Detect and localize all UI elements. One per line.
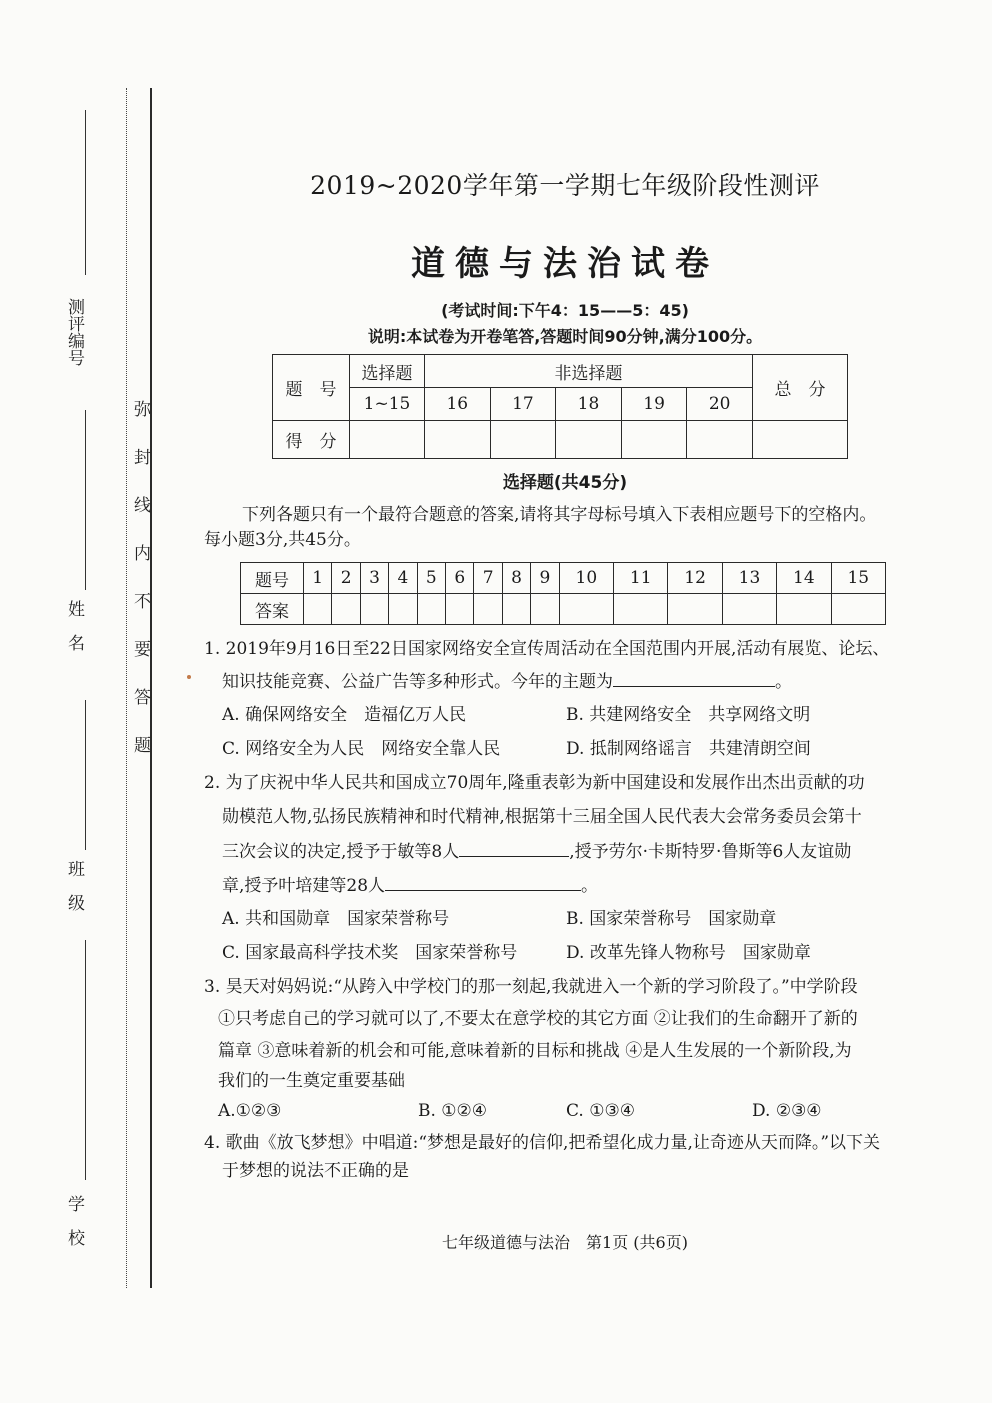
q1-option-b[interactable]: B. 共建网络安全 共享网络文明	[566, 705, 811, 725]
q4-stem-line2: 于梦想的说法不正确的是	[222, 1161, 409, 1181]
answer-cell[interactable]	[777, 594, 831, 625]
q3-option-b[interactable]: B. ①②④	[418, 1101, 488, 1121]
answer-col-number: 3	[360, 563, 388, 594]
score-cell[interactable]	[753, 421, 848, 459]
choice-range: 1~15	[350, 388, 425, 421]
answer-col-number: 4	[389, 563, 417, 594]
score-cell[interactable]	[556, 421, 622, 459]
answer-col-number: 8	[502, 563, 530, 594]
q3-option-d[interactable]: D. ②③④	[752, 1101, 822, 1121]
q2-option-a[interactable]: A. 共和国勋章 国家荣誉称号	[222, 909, 450, 929]
q1-stem-line2: 知识技能竞赛、公益广告等多种形式。今年的主题为 。	[222, 668, 792, 696]
score-cell[interactable]	[425, 421, 491, 459]
answer-cell[interactable]	[332, 594, 360, 625]
answer-table	[240, 562, 886, 625]
q2-stem-line1: 2. 为了庆祝中华人民共和国成立70周年,隆重表彰为新中国建设和发展作出杰出贡献的功	[204, 773, 865, 793]
q3-stem-line1: 3. 昊天对妈妈说:“从跨入中学校门的那一刻起,我就进入一个新的学习阶段了。”中学阶段	[204, 977, 858, 997]
q1-option-c[interactable]: C. 网络安全为人民 网络安全靠人民	[222, 739, 501, 759]
q3-option-a[interactable]: A.①②③	[218, 1101, 282, 1121]
answer-col-number: 12	[668, 563, 722, 594]
q1-option-d[interactable]: D. 抵制网络谣言 共建清朗空间	[566, 739, 811, 759]
q2-option-d[interactable]: D. 改革先锋人物称号 国家勋章	[566, 943, 811, 963]
score-cell[interactable]	[621, 421, 687, 459]
answer-col-number: 13	[722, 563, 776, 594]
score-cell[interactable]	[350, 421, 425, 459]
answer-cell[interactable]	[614, 594, 668, 625]
margin-label-name: 姓 名	[64, 600, 84, 651]
answer-cell[interactable]	[446, 594, 474, 625]
answer-col-number: 7	[474, 563, 502, 594]
q2-stem-line3: 三次会议的决定,授予于敏等8人 ,授予劳尔·卡斯特罗·鲁斯等6人友谊勋	[222, 838, 851, 866]
score-col-number: 16	[425, 388, 491, 421]
section-title: 选择题(共45分)	[502, 473, 628, 493]
q3-stem-line2: ①只考虑自己的学习就可以了,不要太在意学校的其它方面 ②让我们的生命翻开了新的	[218, 1009, 858, 1029]
answer-cell[interactable]	[304, 594, 332, 625]
answer-cell[interactable]	[831, 594, 885, 625]
exam-instructions: 说明:本试卷为开卷笔答,答题时间90分钟,满分100分。	[367, 327, 763, 346]
subject-title: 道德与法治试卷	[411, 244, 719, 284]
margin-line-name	[85, 410, 86, 590]
total-header: 总 分	[753, 355, 848, 421]
margin-line-school	[85, 940, 86, 1180]
q2-option-c[interactable]: C. 国家最高科学技术奖 国家荣誉称号	[222, 943, 518, 963]
section-intro-line2: 每小题3分,共45分。	[204, 530, 361, 550]
nonchoice-header: 非选择题	[425, 355, 753, 388]
answer-col-number: 2	[332, 563, 360, 594]
answer-col-number: 5	[417, 563, 445, 594]
score-col-number: 17	[490, 388, 556, 421]
exam-title: 2019~2020学年第一学期七年级阶段性测评	[310, 171, 820, 200]
answer-cell[interactable]	[531, 594, 559, 625]
q2-stem-line4: 章,授予叶培建等28人 。	[222, 872, 598, 900]
answer-cell[interactable]	[668, 594, 722, 625]
q1-option-a[interactable]: A. 确保网络安全 造福亿万人民	[222, 705, 467, 725]
answer-cell[interactable]	[502, 594, 530, 625]
margin-line-class	[85, 700, 86, 850]
q2-option-b[interactable]: B. 国家荣誉称号 国家勋章	[566, 909, 777, 929]
answer-cell[interactable]	[474, 594, 502, 625]
q2-blank-1[interactable]	[459, 838, 569, 857]
margin-label-exam-id: 测评编号	[64, 298, 84, 366]
answer-cell[interactable]	[559, 594, 613, 625]
q2-blank-2[interactable]	[385, 872, 581, 891]
q4-stem-line1: 4. 歌曲《放飞梦想》中唱道:“梦想是最好的信仰,把希望化成力量,让奇迹从天而降。”以下关	[204, 1133, 881, 1153]
q3-stem-line4: 我们的一生奠定重要基础	[218, 1071, 405, 1091]
score-col-number: 20	[687, 388, 753, 421]
choice-header: 选择题	[350, 355, 425, 388]
score-table	[272, 354, 848, 459]
answer-cell[interactable]	[360, 594, 388, 625]
margin-label-class: 班 级	[64, 860, 84, 911]
answer-label: 答案	[241, 594, 304, 625]
answer-col-number: 6	[446, 563, 474, 594]
score-label: 得 分	[273, 421, 350, 459]
answer-cell[interactable]	[417, 594, 445, 625]
score-cell[interactable]	[490, 421, 556, 459]
section-intro-line1: 下列各题只有一个最符合题意的答案,请将其字母标号填入下表相应题号下的空格内。	[242, 505, 877, 525]
margin-label-school: 学 校	[64, 1195, 84, 1246]
scan-mark	[187, 675, 191, 679]
answer-cell[interactable]	[389, 594, 417, 625]
seal-notice: 弥封线内不要答题	[130, 400, 150, 784]
answer-col-number: 15	[831, 563, 885, 594]
page-footer: 七年级道德与法治 第1页 (共6页)	[442, 1233, 688, 1252]
answer-col-number: 10	[559, 563, 613, 594]
q3-option-c[interactable]: C. ①③④	[566, 1101, 635, 1121]
score-cell[interactable]	[687, 421, 753, 459]
q3-stem-line3: 篇章 ③意味着新的机会和可能,意味着新的目标和挑战 ④是人生发展的一个新阶段,为	[218, 1041, 852, 1061]
q2-stem-line2: 勋模范人物,弘扬民族精神和时代精神,根据第十三届全国人民代表大会常务委员会第十	[222, 807, 862, 827]
score-question-label: 题 号	[273, 355, 350, 421]
answer-col-number: 1	[304, 563, 332, 594]
exam-time: (考试时间:下午4：15——5：45)	[441, 301, 689, 320]
q1-stem-line1: 1. 2019年9月16日至22日国家网络安全宣传周活动在全国范围内开展,活动有展览、论坛、	[204, 639, 890, 659]
answer-question-label: 题号	[241, 563, 304, 594]
q1-blank[interactable]	[613, 668, 775, 687]
answer-col-number: 11	[614, 563, 668, 594]
answer-col-number: 9	[531, 563, 559, 594]
score-col-number: 19	[621, 388, 687, 421]
score-col-number: 18	[556, 388, 622, 421]
answer-cell[interactable]	[722, 594, 776, 625]
answer-col-number: 14	[777, 563, 831, 594]
